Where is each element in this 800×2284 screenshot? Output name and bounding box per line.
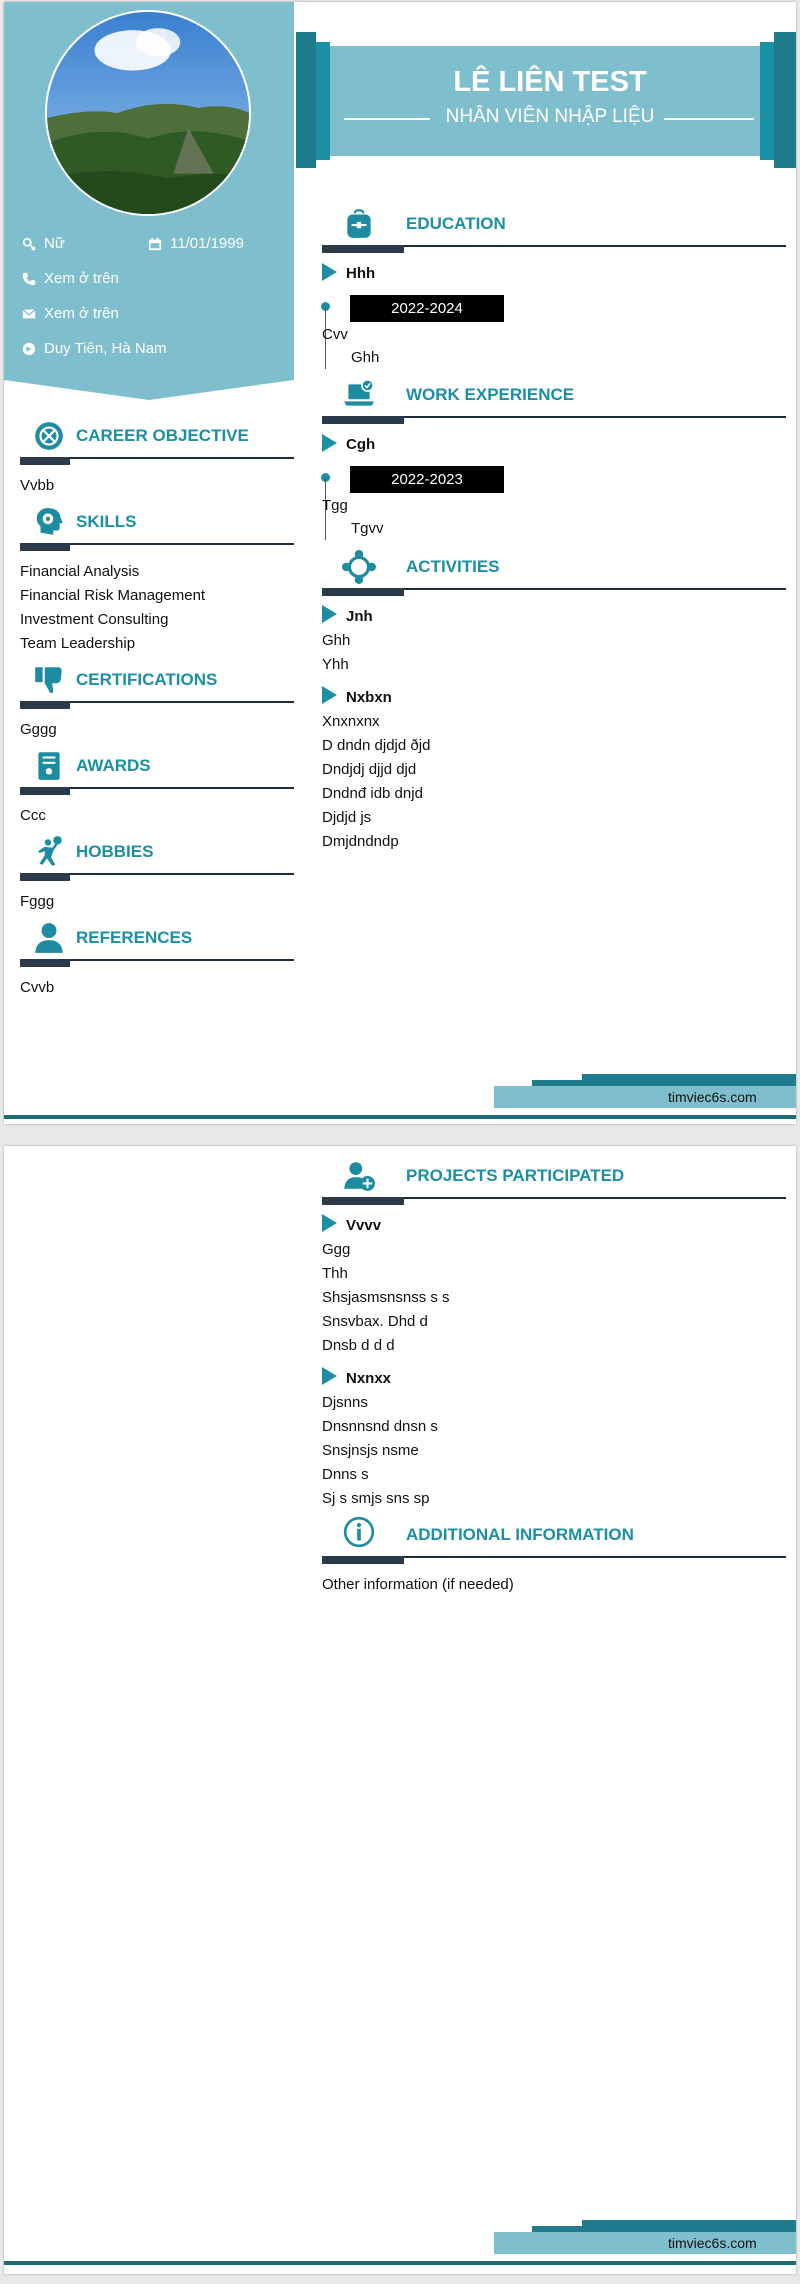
activity-line: Ghh (322, 632, 351, 649)
brain-gear-icon (32, 505, 66, 539)
project-line: Ggg (322, 1241, 351, 1258)
project-line: Dnsb d d d (322, 1337, 395, 1354)
bullet-marker (322, 1367, 337, 1385)
project-line: Dnsnnsnd dnsn s (322, 1418, 438, 1435)
project-line: Shsjasmsnsnss s s (322, 1289, 450, 1306)
additional-info-title: ADDITIONAL INFORMATION (406, 1525, 634, 1544)
job-rule-right (664, 118, 754, 120)
education-major: Cvv (322, 326, 348, 343)
additional-info-text: Other information (if needed) (322, 1576, 514, 1593)
gender-icon (22, 237, 36, 251)
header-accent-left-inner (316, 42, 330, 160)
header-accent-right-inner (760, 42, 774, 160)
activity-line: Dndjdj djjd djd (322, 761, 417, 778)
activity-line: Yhh (322, 656, 349, 673)
skill-item: Financial Analysis (20, 563, 140, 580)
work-period: 2022-2023 (350, 466, 504, 493)
project-line: Snsvbax. Dhd d (322, 1313, 428, 1330)
activity-line: Xnxnxnx (322, 713, 380, 730)
work-position: Tgg (322, 497, 348, 514)
birthday-row (148, 235, 244, 252)
cv-page-2 (4, 1146, 796, 2274)
laptop-check-icon (342, 378, 376, 412)
bullet-marker (322, 605, 337, 623)
skill-item: Financial Risk Management (20, 587, 206, 604)
bullet-marker (322, 263, 337, 281)
project-line: Sj s smjs sns sp (322, 1490, 430, 1507)
birthday-value: 11/01/1999 (170, 235, 244, 252)
info-icon (342, 1515, 376, 1549)
avatar (45, 10, 251, 216)
cv-page-1 (4, 2, 796, 1124)
awards-title: AWARDS (76, 756, 151, 775)
section-divider-accent (20, 457, 70, 465)
candidate-name: LÊ LIÊN TEST (453, 66, 647, 98)
target-icon (32, 419, 66, 453)
bullet-marker (322, 686, 337, 704)
email-value: Xem ở trên (44, 305, 119, 322)
award-book-icon (32, 749, 66, 783)
hobbies-title: HOBBIES (76, 842, 154, 861)
awards-text: Ccc (20, 807, 46, 824)
phone-row (22, 270, 119, 287)
backpack-icon (342, 207, 376, 241)
section-divider-accent (20, 787, 70, 795)
section-divider-accent (322, 245, 404, 253)
footer-brand: timviec6s.com (668, 1089, 757, 1105)
education-detail: Ghh (351, 349, 380, 366)
career-objective-text: Vvbb (20, 477, 55, 494)
section-divider-accent (20, 701, 70, 709)
footer-brand: timviec6s.com (668, 2235, 757, 2251)
references-title: REFERENCES (76, 928, 193, 947)
section-divider-accent (322, 1197, 404, 1205)
bullet-marker (322, 434, 337, 452)
address-row (22, 340, 167, 357)
phone-value: Xem ở trên (44, 270, 119, 287)
calendar-icon (148, 237, 162, 251)
activity-line: Dndnđ idb dnjd (322, 785, 423, 802)
education-title: EDUCATION (406, 214, 506, 233)
work-company: Cgh (346, 436, 376, 453)
location-icon (22, 342, 36, 356)
project-line: Snsjnsjs nsme (322, 1442, 419, 1459)
section-divider-accent (20, 873, 70, 881)
volleyball-player-icon (32, 835, 66, 869)
section-divider-accent (322, 588, 404, 596)
email-icon (22, 307, 36, 321)
skill-item: Team Leadership (20, 635, 136, 652)
hobbies-text: Fggg (20, 893, 55, 910)
projects-title: PROJECTS PARTICIPATED (406, 1166, 625, 1185)
education-school: Hhh (346, 265, 376, 282)
add-user-icon (342, 1159, 376, 1193)
team-circle-icon (342, 550, 376, 584)
person-icon (32, 921, 66, 955)
job-title: NHÂN VIÊN NHẬP LIỆU (445, 106, 655, 127)
section-divider-accent (322, 416, 404, 424)
skills-title: SKILLS (76, 512, 137, 531)
activity-line: Dmjdndndp (322, 833, 399, 850)
activity-name: Nxbxn (346, 689, 392, 706)
certifications-text: Gggg (20, 721, 57, 738)
project-line: Thh (322, 1265, 348, 1282)
header-accent-left (296, 32, 316, 168)
header-accent-right (774, 32, 796, 168)
email-row (22, 305, 119, 322)
project-line: Dnns s (322, 1466, 369, 1483)
footer-rule (4, 2261, 796, 2265)
activities-title: ACTIVITIES (406, 557, 500, 576)
activity-name: Jnh (346, 608, 373, 625)
section-divider-accent (20, 543, 70, 551)
header-band (330, 46, 770, 156)
skill-item: Investment Consulting (20, 611, 169, 628)
project-line: Djsnns (322, 1394, 368, 1411)
address-value: Duy Tiên, Hà Nam (44, 340, 167, 357)
footer-rule (4, 1115, 796, 1119)
thumbs-down-icon (32, 663, 66, 697)
activity-line: D dndn djdjd ðjd (322, 737, 431, 754)
education-period: 2022-2024 (350, 295, 504, 322)
section-divider-accent (322, 1556, 404, 1564)
phone-icon (22, 272, 36, 286)
bullet-marker (322, 1214, 337, 1232)
gender-row (22, 235, 65, 252)
work-detail: Tgvv (351, 520, 384, 537)
project-name: Vvvv (346, 1217, 382, 1234)
career-objective-title: CAREER OBJECTIVE (76, 426, 249, 445)
section-divider-accent (20, 959, 70, 967)
activity-line: Djdjd js (322, 809, 372, 826)
work-experience-title: WORK EXPERIENCE (406, 385, 575, 404)
project-name: Nxnxx (346, 1370, 392, 1387)
certifications-title: CERTIFICATIONS (76, 670, 218, 689)
gender-value: Nữ (44, 235, 65, 252)
references-text: Cvvb (20, 979, 55, 996)
